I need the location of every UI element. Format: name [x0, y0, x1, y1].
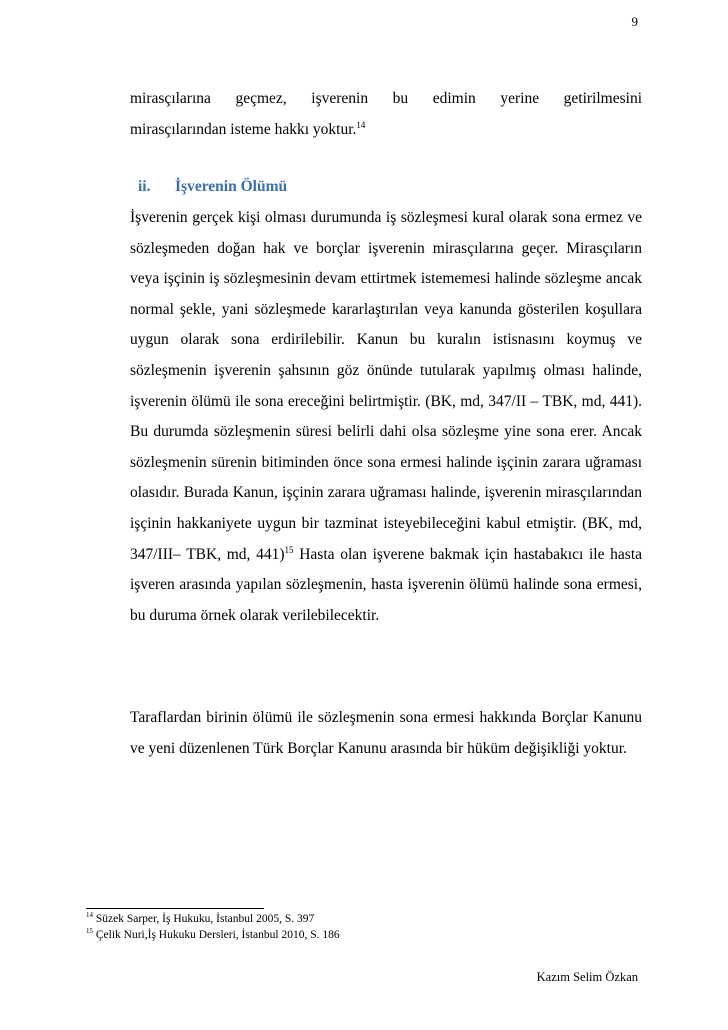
paragraph-line: [130, 115, 642, 146]
footnote-number: 14: [86, 911, 93, 920]
footnote-number: 15: [86, 927, 93, 936]
footnote-text: Süzek Sarper, İş Hukuku, İstanbul 2005, S. 397: [95, 913, 315, 925]
footnotes: [86, 911, 340, 943]
heading-number: ii.: [138, 178, 151, 195]
paragraph-main: [130, 175, 642, 631]
paragraph-line: mirasçılarına geçmez, işverenin bu edimin yerine getirilmesini: [130, 90, 642, 107]
footnote-ref[interactable]: 14: [356, 119, 366, 130]
page-number: 9: [631, 14, 638, 29]
footnote-text: Çelik Nuri,İş Hukuku Dersleri, İstanbul 2010, S. 186: [95, 929, 340, 941]
heading-title: İşverenin Ölümü: [175, 178, 288, 195]
footnote-divider: [86, 908, 264, 909]
footnote-ref[interactable]: 15: [284, 544, 294, 555]
paragraph-continuation: [130, 84, 642, 145]
paragraph-line-text: mirasçılarından isteme hakkı yoktur.: [130, 120, 357, 138]
footnote-item: [86, 927, 340, 943]
footnote-item: [86, 911, 340, 927]
paragraph-text: İşverenin gerçek kişi olması durumunda iş sözleşmesi kural olarak sona ermez ve sözleşmeden doğan hak ve borçlar işverenin mirasçılarına geçer. Mirasçıların veya işçinin iş sözleşmesinin devam ettirtmek istememesi halinde sözleşme ancak normal şekle, yani sözleşmede kararlaştırılan veya kanunda gösterilen koşullara uygun olarak sona erdirilebilir. Kanun bu kuralın istisnasını koymuş ve sözleşmenin işverenin şahsının göz önünde tutularak yapılmış olması halinde, işverenin ölümü ile sona ereceğini belirtmiştir. (BK, md, 347/II – TBK, md, 441). Bu durumda sözleşmenin süresi belirli dahi olsa sözleşme yine sona erer. Ancak sözleşmenin sürenin bitiminden önce sona ermesi halinde işçinin zarara uğraması olasıdır. Burada Kanun, işçinin zarara uğraması halinde, işverenin mirasçılarından işçinin hakkaniyete uygun bir tazminat isteyebileceğini kabul etmiştir. (BK, md, 347/III– TBK, md, 441): [130, 209, 642, 563]
paragraph-closing: Taraflardan birinin ölümü ile sözleşmenin sona ermesi hakkında Borçlar Kanunu ve yeni düzenlenen Türk Borçlar Kanunu arasında bir hüküm değişikliği yoktur.: [130, 709, 642, 757]
author-name: Kazım Selim Özkan: [536, 970, 638, 984]
paragraph-text: Hasta olan işverene bakmak için hastabakıcı ile hasta işveren arasında yapılan sözleşmenin, hasta işverenin ölümü halinde sona ermesi, bu duruma örnek olarak verilebilecektir.: [130, 545, 643, 624]
